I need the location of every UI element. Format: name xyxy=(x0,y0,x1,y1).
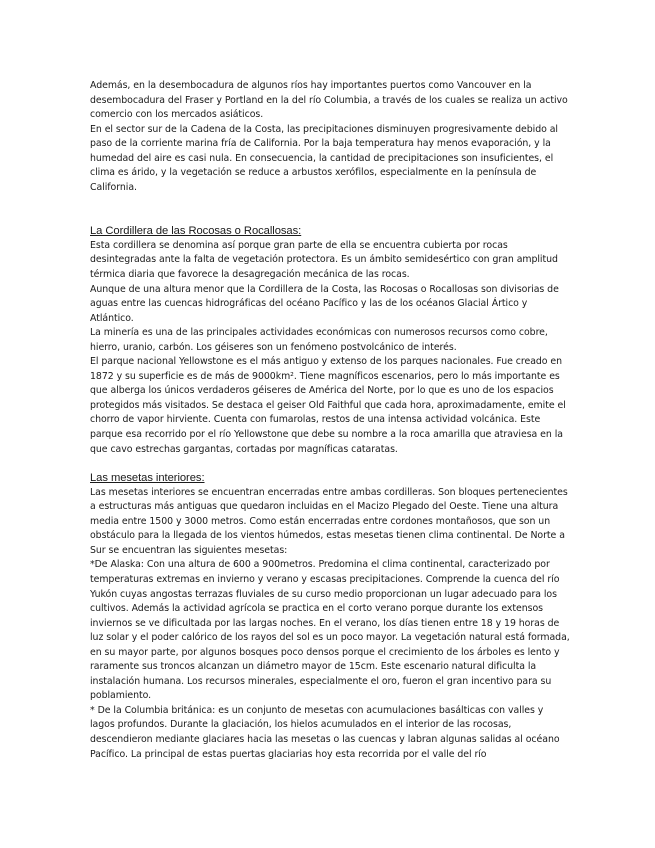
paragraph-puertos: Además, en la desembocadura de algunos ríos hay importantes puertos como Vancouver en la desembocadura del Fraser y Portland en la del río Columbia, a través de los cuales se realiza un activo comercio con los mercados asiáticos. xyxy=(90,80,568,121)
paragraph-rocosas-descripcion: Esta cordillera se denomina así porque gran parte de ella se encuentra cubierta por rocas desintegradas ante la falta de vegetación protectora. Es un ámbito semidesértico con gran amplitud térmica diaria que favorece la desagregación mecánica de las rocas. xyxy=(90,239,558,281)
paragraph-mesetas-intro: Las mesetas interiores se encuentran encerradas entre ambas cordilleras. Son bloques pertenecientes a estructuras más antiguas que quedaron incluidas en el Macizo Plegado del Oeste. Tiene una altura media entre 1500 y 3000 metros. Como están encerradas entre cordones montañosos, que son un obstáculo para la llegada de los vientos húmedos, estas mesetas tienen clima continental. De Norte a Sur se encuentran las siguientes mesetas: xyxy=(90,486,568,556)
paragraph-columbia-britanica: * De la Columbia británica: es un conjunto de mesetas con acumulaciones basálticas con valles y lagos profundos. Durante la glaciación, los hielos acumulados en el interior de las rocosas, descendieron mediante glaciares hacia las mesetas o las cuencas y labran algunas salidas al océano Pacífico. La principal de estas puertas glaciarias hoy esta recorrida por el valle del río xyxy=(90,704,560,760)
section-spacer xyxy=(90,457,570,471)
paragraph-rocosas-divisoria: Aunque de una altura menor que la Cordillera de la Costa, las Rocosas o Rocallosas son divisorias de aguas entre las cuencas hidrográficas del océano Pacífico y las de los océanos Glacial Ártico y Atlántico. xyxy=(90,283,559,324)
heading-mesetas: Las mesetas interiores: xyxy=(90,472,205,485)
section-spacer xyxy=(90,195,570,224)
heading-rocosas: La Cordillera de las Rocosas o Rocallosas: xyxy=(90,225,302,238)
document-body xyxy=(90,79,570,762)
paragraph-rocosas-mineria: La minería es una de las principales actividades económicas con numerosos recursos como cobre, hierro, uranio, carbón. Los géiseres son un fenómeno postvolcánico de interés. xyxy=(90,327,548,353)
paragraph-yellowstone: El parque nacional Yellowstone es el más antiguo y extenso de los parques nacionales. Fue creado en 1872 y su superficie es de más de 9000km². Tiene magníficos escenarios, pero lo más importante es que alberga los únicos verdaderos géiseres de América del Norte, por lo que es uno de los espacios protegidos más visitados. Se destaca el geiser Old Faithful que cada hora, aproximadamente, emite el chorro de vapor hirviente. Cuenta con fumarolas, restos de una intensa actividad volcánica. Este parque esa recorrido por el río Yellowstone que debe su nombre a la roca amarilla que atraviesa en la que cavo estrechas gargantas, cortadas por magníficas cataratas. xyxy=(90,356,566,455)
paragraph-cadena-costa-sur: En el sector sur de la Cadena de la Costa, las precipitaciones disminuyen progresivamente debido al paso de la corriente marina fría de California. Por la baja temperatura hay menos evaporación, y la humedad del aire es casi nula. En consecuencia, la cantidad de precipitaciones son insuficientes, el clima es árido, y la vegetación se reduce a arbustos xerófilos, especialmente en la península de California. xyxy=(90,123,558,193)
paragraph-alaska: *De Alaska: Con una altura de 600 a 900metros. Predomina el clima continental, caracterizado por temperaturas extremas en invierno y verano y escasas precipitaciones. Comprende la cuenca del río Yukón cuyas angostas terrazas fluviales de su curso medio proporcionan un lugar adecuado para los cultivos. Además la actividad agrícola se practica en el corto verano porque durante los extensos inviernos se ve dificultada por las largas noches. En el verano, los días tienen entre 18 y 19 horas de luz solar y el poder calórico de los rayos del sol es un poco mayor. La vegetación natural está formada, en su mayor parte, por algunos bosques poco densos porque el crecimiento de los árboles es lento y raramente sus troncos alcanzan un diámetro mayor de 15cm. Este escenario natural dificulta la instalación humana. Los recursos minerales, especialmente el oro, fueron el gran incentivo para su poblamiento. xyxy=(90,559,570,702)
